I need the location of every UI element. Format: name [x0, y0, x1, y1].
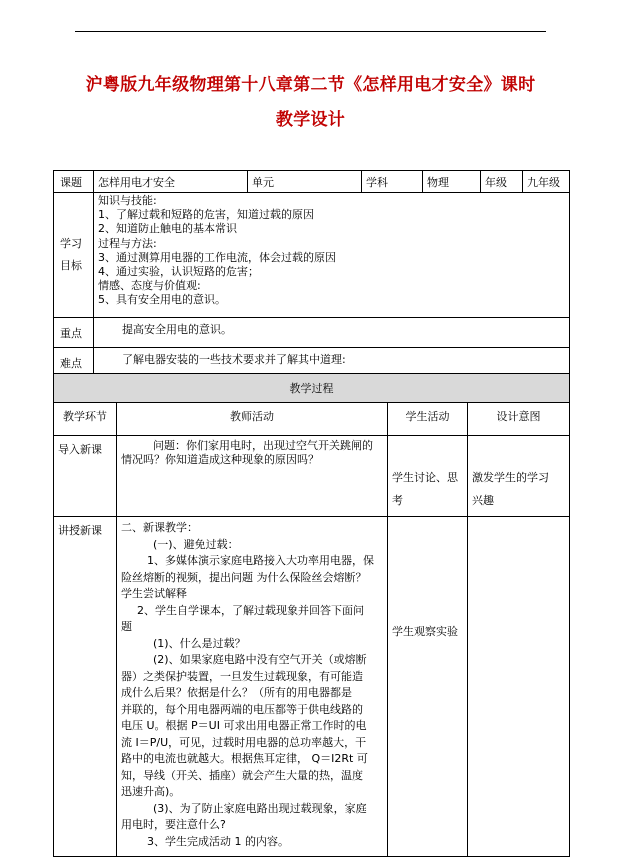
subject-value: 物理: [423, 171, 481, 193]
teacher-line: 并联的，每个用电器两端的电压都等于供电线路的: [121, 702, 363, 716]
key-point-value: 提高安全用电的意识。: [94, 318, 570, 348]
doc-title-line2: 教学设计: [275, 110, 346, 130]
intro-intent-line1: 激发学生的学习: [472, 471, 549, 484]
intro-teacher-line1: 问题：你们家用电时，出现过空气开关跳闸的: [153, 439, 373, 452]
teacher-header: 教师活动: [117, 403, 388, 436]
course-value: 怎样用电才安全: [94, 171, 248, 193]
teacher-line: 电压 U。根据 P＝UI 可求出用电器正常工作时的电: [121, 719, 367, 732]
objective-line: 知识与技能:: [98, 194, 157, 207]
objective-line: 5、具有安全用电的意识。: [98, 293, 226, 307]
teacher-line: 险丝熔断的视频，提出问题 为什么保险丝会熔断？: [121, 570, 367, 584]
teacher-line: (1)、什么是过载？: [153, 636, 246, 650]
key-point-label: 重点: [54, 318, 94, 348]
teacher-line: 3、学生完成活动 1 的内容。: [147, 834, 289, 848]
objective-line: 1、了解过载和短路的危害，知道过载的原因: [98, 208, 314, 222]
student-header: 学生活动: [388, 403, 468, 436]
intro-student-line1: 学生讨论、思: [392, 471, 458, 484]
grade-label: 年级: [481, 171, 523, 193]
teacher-line: (3)、为了防止家庭电路出现过载现象，家庭: [153, 801, 367, 815]
key-point-row: [54, 318, 570, 348]
objectives-label-line2: 目标: [60, 259, 82, 272]
doc-title-line1: 沪粤版九年级物理第十八章第二节《怎样用电才安全》课时: [85, 75, 536, 95]
teacher-line: 路中的电流也就越大。根据焦耳定律， Q＝I2Rt 可: [121, 752, 368, 765]
objectives-label-line1: 学习: [60, 237, 82, 250]
intent-header: 设计意图: [468, 403, 570, 436]
intro-student: [388, 436, 468, 517]
new-lesson-teacher: [117, 517, 388, 857]
intro-intent: [468, 436, 570, 517]
stage-header: 教学环节: [54, 403, 117, 436]
subject-label: 学科: [362, 171, 423, 193]
teacher-line: 题: [121, 620, 132, 633]
objective-line: 情感、态度与价值观:: [98, 279, 201, 293]
objective-line: 2、知道防止触电的基本常识: [98, 222, 237, 236]
objective-line: 过程与方法:: [98, 236, 157, 250]
course-label: 课题: [54, 171, 94, 193]
objectives-content: [94, 193, 570, 318]
new-lesson-row: [54, 517, 570, 857]
objectives-row: [54, 193, 570, 318]
teacher-line: 知，导线（开关、插座）就会产生大量的热，温度: [121, 768, 363, 782]
new-lesson-student: 学生观察实验: [388, 517, 468, 857]
objectives-label: [54, 193, 94, 318]
teacher-line: (2)、如果家庭电路中没有空气开关（或熔断: [153, 653, 367, 666]
teacher-line: 1、多媒体演示家庭电路接入大功率用电器，保: [147, 554, 374, 567]
process-section-title: 教学过程: [54, 374, 570, 403]
teaching-process-table: [53, 373, 570, 857]
new-lesson-intent: [468, 517, 570, 857]
teacher-line: (一)、避免过载：: [153, 537, 239, 551]
lesson-info-table: [53, 170, 570, 378]
course-row: [54, 171, 570, 193]
teacher-line: 学生尝试解释: [121, 587, 187, 600]
intro-stage: 导入新课: [54, 436, 117, 517]
difficulty-label: 难点: [54, 348, 94, 378]
intro-row: [54, 436, 570, 517]
teacher-line: 流 I＝P/U，可见，过载时用电器的总功率越大，干: [121, 735, 367, 749]
new-lesson-stage: 讲授新课: [54, 517, 117, 857]
teacher-line: 器）之类保护装置，一旦发生过载现象，有可能造: [121, 669, 363, 683]
teacher-line: 成什么后果？依据是什么？（所有的用电器都是: [121, 686, 352, 699]
process-title-row: [54, 374, 570, 403]
objective-line: 3、通过测算用电器的工作电流，体会过载的原因: [98, 250, 336, 264]
grade-value: 九年级: [523, 171, 570, 193]
objective-line: 4、通过实验，认识短路的危害；: [98, 265, 259, 279]
intro-teacher-line2: 情况吗？你知道造成这种现象的原因吗？: [121, 453, 319, 467]
intro-student-line2: 考: [392, 494, 403, 507]
intro-teacher: [117, 436, 388, 517]
teacher-line: 迅速升高)。: [121, 785, 181, 798]
unit-label: 单元: [248, 171, 362, 193]
top-rule: [75, 31, 546, 32]
teacher-line: 用电时，要注意什么?: [121, 818, 226, 831]
difficulty-value: 了解电器安装的一些技术要求并了解其中道理:: [94, 348, 570, 378]
teacher-line: 2、学生自学课本，了解过载现象并回答下面问: [137, 603, 364, 617]
process-header-row: [54, 403, 570, 436]
teacher-line: 二、新课教学：: [121, 521, 198, 534]
intro-intent-line2: 兴趣: [472, 494, 494, 507]
